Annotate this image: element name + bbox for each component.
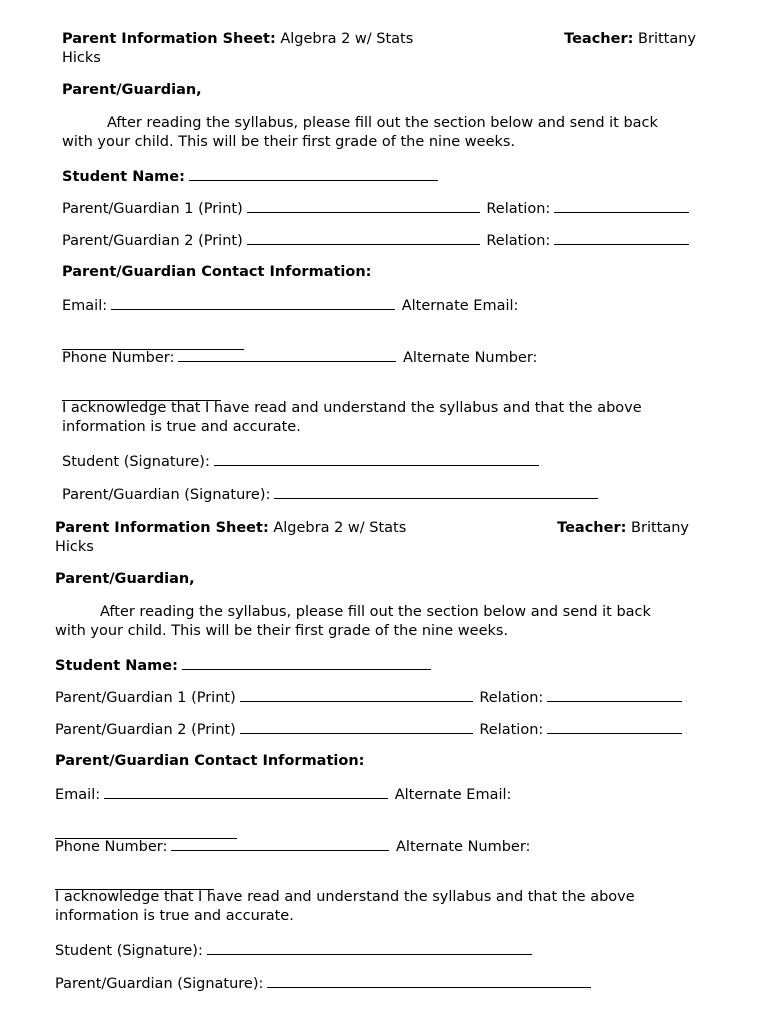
guardian2-label: Parent/Guardian 2 (Print)	[55, 722, 236, 738]
alt-email-label: Alternate Email:	[401, 298, 519, 314]
ack-line2: information is true and accurate.	[55, 908, 294, 924]
ack-line2: information is true and accurate.	[62, 419, 301, 435]
student-signature-label: Student (Signature):	[55, 943, 203, 959]
phone-label: Phone Number:	[62, 350, 175, 366]
sheet-header	[62, 30, 712, 49]
parent-signature-row	[62, 484, 598, 505]
guardian2-label: Parent/Guardian 2 (Print)	[62, 233, 243, 249]
student-signature-field[interactable]	[214, 451, 539, 466]
guardian1-field[interactable]	[247, 198, 480, 213]
student-name-field[interactable]	[189, 166, 438, 181]
student-name-row	[62, 166, 438, 187]
email-label: Email:	[55, 787, 101, 803]
teacher-info: Teacher: Brittany	[557, 520, 689, 536]
intro-text-line2: with your child. This will be their first grade of the nine weeks.	[55, 623, 509, 639]
guardian2-field[interactable]	[240, 719, 473, 734]
student-signature-row	[55, 940, 532, 961]
sheet-title-wrap: Hicks	[62, 50, 101, 66]
parent-signature-row	[55, 973, 591, 994]
email-field[interactable]	[111, 295, 395, 310]
relation1-field[interactable]	[547, 687, 682, 702]
phone-field[interactable]	[171, 836, 389, 851]
phone-label: Phone Number:	[55, 839, 168, 855]
student-name-row	[55, 655, 431, 676]
contact-heading: Parent/Guardian Contact Information:	[62, 264, 372, 280]
alt-number-label: Alternate Number:	[403, 350, 538, 366]
intro-text-line1: After reading the syllabus, please fill out the section below and send it back	[100, 604, 651, 620]
guardian1-label: Parent/Guardian 1 (Print)	[55, 690, 236, 706]
guardian1-field[interactable]	[240, 687, 473, 702]
relation2-label: Relation:	[486, 233, 551, 249]
relation1-label: Relation:	[479, 690, 544, 706]
email-row	[55, 784, 511, 805]
parent-signature-label: Parent/Guardian (Signature):	[62, 487, 271, 503]
contact-heading: Parent/Guardian Contact Information:	[55, 753, 365, 769]
student-name-field[interactable]	[182, 655, 431, 670]
salutation: Parent/Guardian,	[55, 571, 195, 587]
teacher-info: Teacher: Brittany	[564, 31, 696, 47]
email-label: Email:	[62, 298, 108, 314]
sheet-title-wrap: Hicks	[55, 539, 94, 555]
student-name-label: Student Name:	[55, 658, 178, 674]
email-field[interactable]	[104, 784, 388, 799]
sheet-header	[55, 519, 705, 538]
relation2-field[interactable]	[554, 230, 689, 245]
email-row	[62, 295, 518, 316]
guardian1-row	[62, 198, 689, 219]
guardian1-label: Parent/Guardian 1 (Print)	[62, 201, 243, 217]
student-name-label: Student Name:	[62, 169, 185, 185]
relation2-label: Relation:	[479, 722, 544, 738]
relation1-label: Relation:	[486, 201, 551, 217]
phone-row	[55, 836, 530, 857]
intro-text-line1: After reading the syllabus, please fill out the section below and send it back	[107, 115, 658, 131]
relation1-field[interactable]	[554, 198, 689, 213]
parent-signature-field[interactable]	[274, 484, 598, 499]
sheet-title: Parent Information Sheet: Algebra 2 w/ Stats	[62, 31, 414, 47]
phone-row	[62, 347, 537, 368]
ack-line1: I acknowledge that I have read and understand the syllabus and that the above	[55, 889, 635, 905]
parent-signature-label: Parent/Guardian (Signature):	[55, 976, 264, 992]
student-signature-row	[62, 451, 539, 472]
alt-number-label: Alternate Number:	[396, 839, 531, 855]
ack-line1: I acknowledge that I have read and understand the syllabus and that the above	[62, 400, 642, 416]
guardian2-row	[55, 719, 682, 740]
sheet-title: Parent Information Sheet: Algebra 2 w/ Stats	[55, 520, 407, 536]
intro-text-line2: with your child. This will be their first grade of the nine weeks.	[62, 134, 516, 150]
student-signature-label: Student (Signature):	[62, 454, 210, 470]
guardian2-row	[62, 230, 689, 251]
guardian2-field[interactable]	[247, 230, 480, 245]
parent-signature-field[interactable]	[267, 973, 591, 988]
student-signature-field[interactable]	[207, 940, 532, 955]
guardian1-row	[55, 687, 682, 708]
alt-email-label: Alternate Email:	[394, 787, 512, 803]
salutation: Parent/Guardian,	[62, 82, 202, 98]
phone-field[interactable]	[178, 347, 396, 362]
relation2-field[interactable]	[547, 719, 682, 734]
